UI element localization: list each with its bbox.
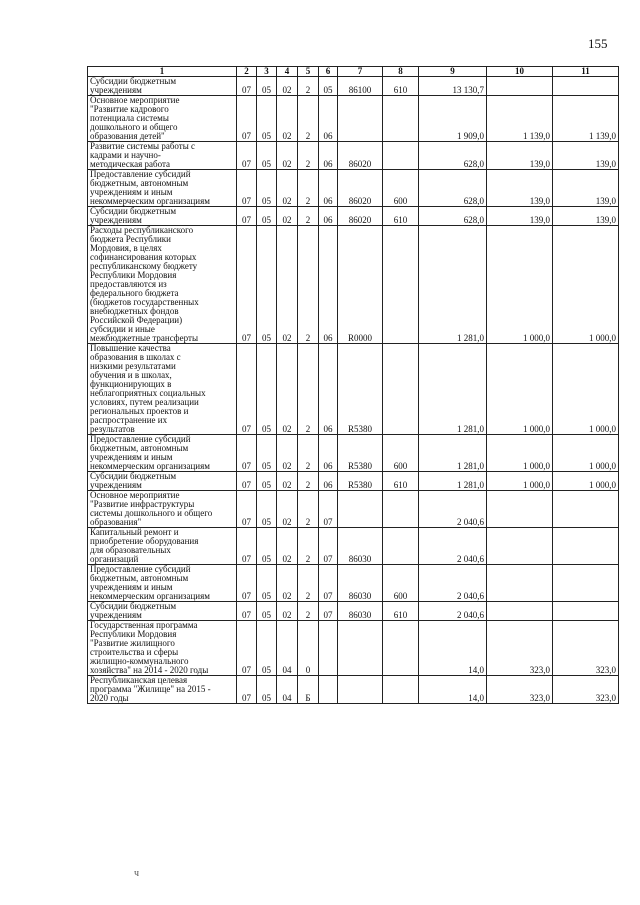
row-value-cell xyxy=(553,565,619,602)
row-value-cell xyxy=(553,77,619,96)
row-value-cell: 02 xyxy=(277,207,298,226)
row-value-cell: 2 xyxy=(298,344,319,435)
row-value-cell: 05 xyxy=(257,491,277,528)
row-value-cell xyxy=(553,491,619,528)
row-value-cell: 07 xyxy=(237,621,257,676)
row-value-cell: 02 xyxy=(277,226,298,344)
row-value-cell: 2 xyxy=(298,77,319,96)
header-cell: 8 xyxy=(383,67,419,77)
row-value-cell: 07 xyxy=(319,565,338,602)
row-value-cell xyxy=(383,344,419,435)
table-row xyxy=(88,491,619,528)
row-value-cell: 2 xyxy=(298,96,319,142)
row-value-cell: 05 xyxy=(319,77,338,96)
row-value-cell: Б xyxy=(298,676,319,704)
budget-table xyxy=(87,66,619,704)
row-value-cell: 07 xyxy=(237,435,257,472)
row-value-cell: 323,0 xyxy=(487,621,553,676)
row-value-cell: 2 xyxy=(298,142,319,170)
table-row xyxy=(88,472,619,491)
row-value-cell: 07 xyxy=(237,472,257,491)
row-value-cell: 1 281,0 xyxy=(419,435,487,472)
row-value-cell xyxy=(487,565,553,602)
row-value-cell: 86030 xyxy=(338,602,383,621)
row-value-cell xyxy=(319,676,338,704)
row-value-cell: 610 xyxy=(383,602,419,621)
row-value-cell: 2 xyxy=(298,207,319,226)
row-value-cell: 07 xyxy=(237,226,257,344)
row-value-cell: 139,0 xyxy=(553,142,619,170)
row-value-cell xyxy=(487,77,553,96)
row-value-cell: 1 000,0 xyxy=(487,472,553,491)
row-value-cell: 05 xyxy=(257,142,277,170)
row-value-cell: 14,0 xyxy=(419,676,487,704)
row-value-cell: 02 xyxy=(277,142,298,170)
row-value-cell: 86030 xyxy=(338,528,383,565)
row-value-cell: 02 xyxy=(277,344,298,435)
row-value-cell: R5380 xyxy=(338,344,383,435)
header-cell: 1 xyxy=(88,67,237,77)
row-name-cell: Республиканская целевая программа "Жилище" на 2015 - 2020 годы xyxy=(88,676,237,704)
row-value-cell: 02 xyxy=(277,472,298,491)
row-value-cell: 2 040,6 xyxy=(419,491,487,528)
row-value-cell: 86020 xyxy=(338,142,383,170)
table-row xyxy=(88,602,619,621)
row-value-cell xyxy=(338,676,383,704)
row-value-cell: 628,0 xyxy=(419,207,487,226)
row-value-cell: R5380 xyxy=(338,435,383,472)
row-value-cell: 07 xyxy=(237,676,257,704)
table-row xyxy=(88,226,619,344)
row-value-cell: 06 xyxy=(319,170,338,207)
header-cell: 6 xyxy=(319,67,338,77)
row-value-cell: 139,0 xyxy=(487,170,553,207)
row-value-cell: 323,0 xyxy=(487,676,553,704)
row-value-cell xyxy=(553,602,619,621)
table-row xyxy=(88,344,619,435)
row-value-cell: 1 000,0 xyxy=(553,344,619,435)
row-value-cell: 600 xyxy=(383,170,419,207)
row-value-cell: 04 xyxy=(277,621,298,676)
row-value-cell: 04 xyxy=(277,676,298,704)
row-value-cell: 600 xyxy=(383,435,419,472)
row-value-cell: 1 000,0 xyxy=(553,435,619,472)
row-value-cell: 07 xyxy=(237,77,257,96)
table-row xyxy=(88,621,619,676)
table-row xyxy=(88,142,619,170)
row-value-cell: 05 xyxy=(257,226,277,344)
row-value-cell: 02 xyxy=(277,170,298,207)
row-value-cell: 610 xyxy=(383,472,419,491)
row-value-cell: 02 xyxy=(277,435,298,472)
header-cell: 2 xyxy=(237,67,257,77)
row-value-cell: 600 xyxy=(383,565,419,602)
header-cell: 4 xyxy=(277,67,298,77)
row-value-cell: 02 xyxy=(277,528,298,565)
table-row xyxy=(88,96,619,142)
row-value-cell xyxy=(338,621,383,676)
row-value-cell: 06 xyxy=(319,96,338,142)
row-value-cell xyxy=(338,96,383,142)
row-value-cell: 139,0 xyxy=(553,170,619,207)
row-value-cell: 05 xyxy=(257,602,277,621)
row-value-cell: 07 xyxy=(237,602,257,621)
row-value-cell: 1 139,0 xyxy=(487,96,553,142)
row-name-cell: Повышение качества образования в школах с низкими результатами обучения и в школах, функционирующих в неблагоприятных социальных условиях, путем реализации региональных проектов и распространение их результатов xyxy=(88,344,237,435)
row-value-cell: 02 xyxy=(277,491,298,528)
row-value-cell xyxy=(487,528,553,565)
row-value-cell: 2 xyxy=(298,170,319,207)
header-cell: 5 xyxy=(298,67,319,77)
row-value-cell: 02 xyxy=(277,602,298,621)
row-value-cell xyxy=(383,142,419,170)
row-value-cell xyxy=(383,96,419,142)
page-number: 155 xyxy=(588,36,608,51)
footer-mark: ч xyxy=(134,868,140,879)
row-value-cell: 1 909,0 xyxy=(419,96,487,142)
row-value-cell: 2 xyxy=(298,565,319,602)
row-value-cell xyxy=(383,676,419,704)
row-value-cell: 628,0 xyxy=(419,142,487,170)
row-value-cell: 05 xyxy=(257,621,277,676)
row-value-cell: 2 040,6 xyxy=(419,602,487,621)
row-name-cell: Субсидии бюджетным учреждениям xyxy=(88,207,237,226)
row-name-cell: Капитальный ремонт и приобретение оборудования для образовательных организаций xyxy=(88,528,237,565)
row-value-cell: 05 xyxy=(257,77,277,96)
table-row xyxy=(88,435,619,472)
row-value-cell: 1 000,0 xyxy=(553,226,619,344)
row-value-cell: 2 xyxy=(298,226,319,344)
row-value-cell: 07 xyxy=(237,170,257,207)
table-row xyxy=(88,528,619,565)
row-value-cell: 05 xyxy=(257,565,277,602)
row-value-cell: 86030 xyxy=(338,565,383,602)
row-value-cell: 05 xyxy=(257,435,277,472)
row-value-cell: 610 xyxy=(383,207,419,226)
row-value-cell: 02 xyxy=(277,96,298,142)
row-value-cell: 139,0 xyxy=(553,207,619,226)
row-name-cell: Предоставление субсидий бюджетным, автономным учреждениям и иным некоммерческим организациям xyxy=(88,565,237,602)
row-name-cell: Субсидии бюджетным учреждениям xyxy=(88,602,237,621)
row-value-cell xyxy=(383,621,419,676)
row-value-cell: 1 000,0 xyxy=(487,226,553,344)
row-value-cell: 07 xyxy=(237,528,257,565)
row-value-cell: 2 xyxy=(298,528,319,565)
row-value-cell: 1 000,0 xyxy=(487,435,553,472)
row-value-cell: 07 xyxy=(319,491,338,528)
row-value-cell: 1 139,0 xyxy=(553,96,619,142)
row-name-cell: Основное мероприятие "Развитие кадрового потенциала системы дошкольного и общего образования детей" xyxy=(88,96,237,142)
row-name-cell: Расходы республиканского бюджета Республики Мордовия, в целях софинансирования которых республиканскому бюджету Республики Мордовия предоставляются из федерального бюджета (бюджетов государственных внебюджетных фондов Российской Федерации) субсидии и иные межбюджетные трансферты xyxy=(88,226,237,344)
row-name-cell: Предоставление субсидий бюджетным, автономным учреждениям и иным некоммерческим организациям xyxy=(88,435,237,472)
row-value-cell: 06 xyxy=(319,344,338,435)
row-value-cell: 05 xyxy=(257,344,277,435)
table-row xyxy=(88,77,619,96)
row-name-cell: Основное мероприятие "Развитие инфраструктуры системы дошкольного и общего образования" xyxy=(88,491,237,528)
row-value-cell: 07 xyxy=(237,207,257,226)
table-row xyxy=(88,170,619,207)
row-value-cell xyxy=(383,491,419,528)
row-value-cell: 07 xyxy=(237,491,257,528)
header-cell: 7 xyxy=(338,67,383,77)
row-name-cell: Государственная программа Республики Мордовия "Развитие жилищного строительства и сферы жилищно-коммунального хозяйства" на 2014 - 2020 годы xyxy=(88,621,237,676)
row-name-cell: Развитие системы работы с кадрами и научно- методическая работа xyxy=(88,142,237,170)
row-value-cell: 05 xyxy=(257,528,277,565)
row-value-cell: 05 xyxy=(257,207,277,226)
row-value-cell: 139,0 xyxy=(487,207,553,226)
row-value-cell: 05 xyxy=(257,96,277,142)
table-row xyxy=(88,565,619,602)
row-value-cell xyxy=(319,621,338,676)
row-value-cell: 323,0 xyxy=(553,676,619,704)
row-name-cell: Субсидии бюджетным учреждениям xyxy=(88,77,237,96)
row-value-cell: 86100 xyxy=(338,77,383,96)
row-value-cell xyxy=(338,491,383,528)
row-value-cell: 02 xyxy=(277,77,298,96)
row-value-cell xyxy=(553,528,619,565)
row-value-cell: 05 xyxy=(257,472,277,491)
row-value-cell: R5380 xyxy=(338,472,383,491)
row-value-cell: 2 xyxy=(298,435,319,472)
header-cell: 11 xyxy=(553,67,619,77)
row-value-cell: 06 xyxy=(319,207,338,226)
row-value-cell: 06 xyxy=(319,226,338,344)
row-value-cell: 05 xyxy=(257,676,277,704)
row-value-cell: 13 130,7 xyxy=(419,77,487,96)
row-value-cell: 07 xyxy=(237,96,257,142)
row-value-cell: 323,0 xyxy=(553,621,619,676)
header-cell: 10 xyxy=(487,67,553,77)
row-value-cell: 86020 xyxy=(338,170,383,207)
row-value-cell xyxy=(487,602,553,621)
row-name-cell: Предоставление субсидий бюджетным, автономным учреждениям и иным некоммерческим организациям xyxy=(88,170,237,207)
row-value-cell: 628,0 xyxy=(419,170,487,207)
row-value-cell xyxy=(487,491,553,528)
row-value-cell: R0000 xyxy=(338,226,383,344)
row-value-cell: 86020 xyxy=(338,207,383,226)
row-value-cell: 05 xyxy=(257,170,277,207)
row-value-cell: 06 xyxy=(319,472,338,491)
row-value-cell: 2 xyxy=(298,472,319,491)
row-value-cell: 06 xyxy=(319,435,338,472)
row-value-cell: 0 xyxy=(298,621,319,676)
row-value-cell: 1 281,0 xyxy=(419,344,487,435)
header-cell: 3 xyxy=(257,67,277,77)
row-value-cell xyxy=(383,528,419,565)
row-value-cell: 07 xyxy=(237,142,257,170)
table-row xyxy=(88,676,619,704)
row-value-cell: 2 xyxy=(298,491,319,528)
row-value-cell xyxy=(383,226,419,344)
header-cell: 9 xyxy=(419,67,487,77)
row-name-cell: Субсидии бюджетным учреждениям xyxy=(88,472,237,491)
row-value-cell: 2 040,6 xyxy=(419,528,487,565)
row-value-cell: 14,0 xyxy=(419,621,487,676)
row-value-cell: 2 040,6 xyxy=(419,565,487,602)
row-value-cell: 610 xyxy=(383,77,419,96)
row-value-cell: 1 000,0 xyxy=(487,344,553,435)
table-row xyxy=(88,207,619,226)
row-value-cell: 06 xyxy=(319,142,338,170)
row-value-cell: 2 xyxy=(298,602,319,621)
row-value-cell: 07 xyxy=(319,528,338,565)
row-value-cell: 02 xyxy=(277,565,298,602)
row-value-cell: 1 281,0 xyxy=(419,226,487,344)
row-value-cell: 1 281,0 xyxy=(419,472,487,491)
row-value-cell: 07 xyxy=(319,602,338,621)
row-value-cell: 1 000,0 xyxy=(553,472,619,491)
row-value-cell: 139,0 xyxy=(487,142,553,170)
table-header-row xyxy=(88,67,619,77)
row-value-cell: 07 xyxy=(237,565,257,602)
row-value-cell: 07 xyxy=(237,344,257,435)
